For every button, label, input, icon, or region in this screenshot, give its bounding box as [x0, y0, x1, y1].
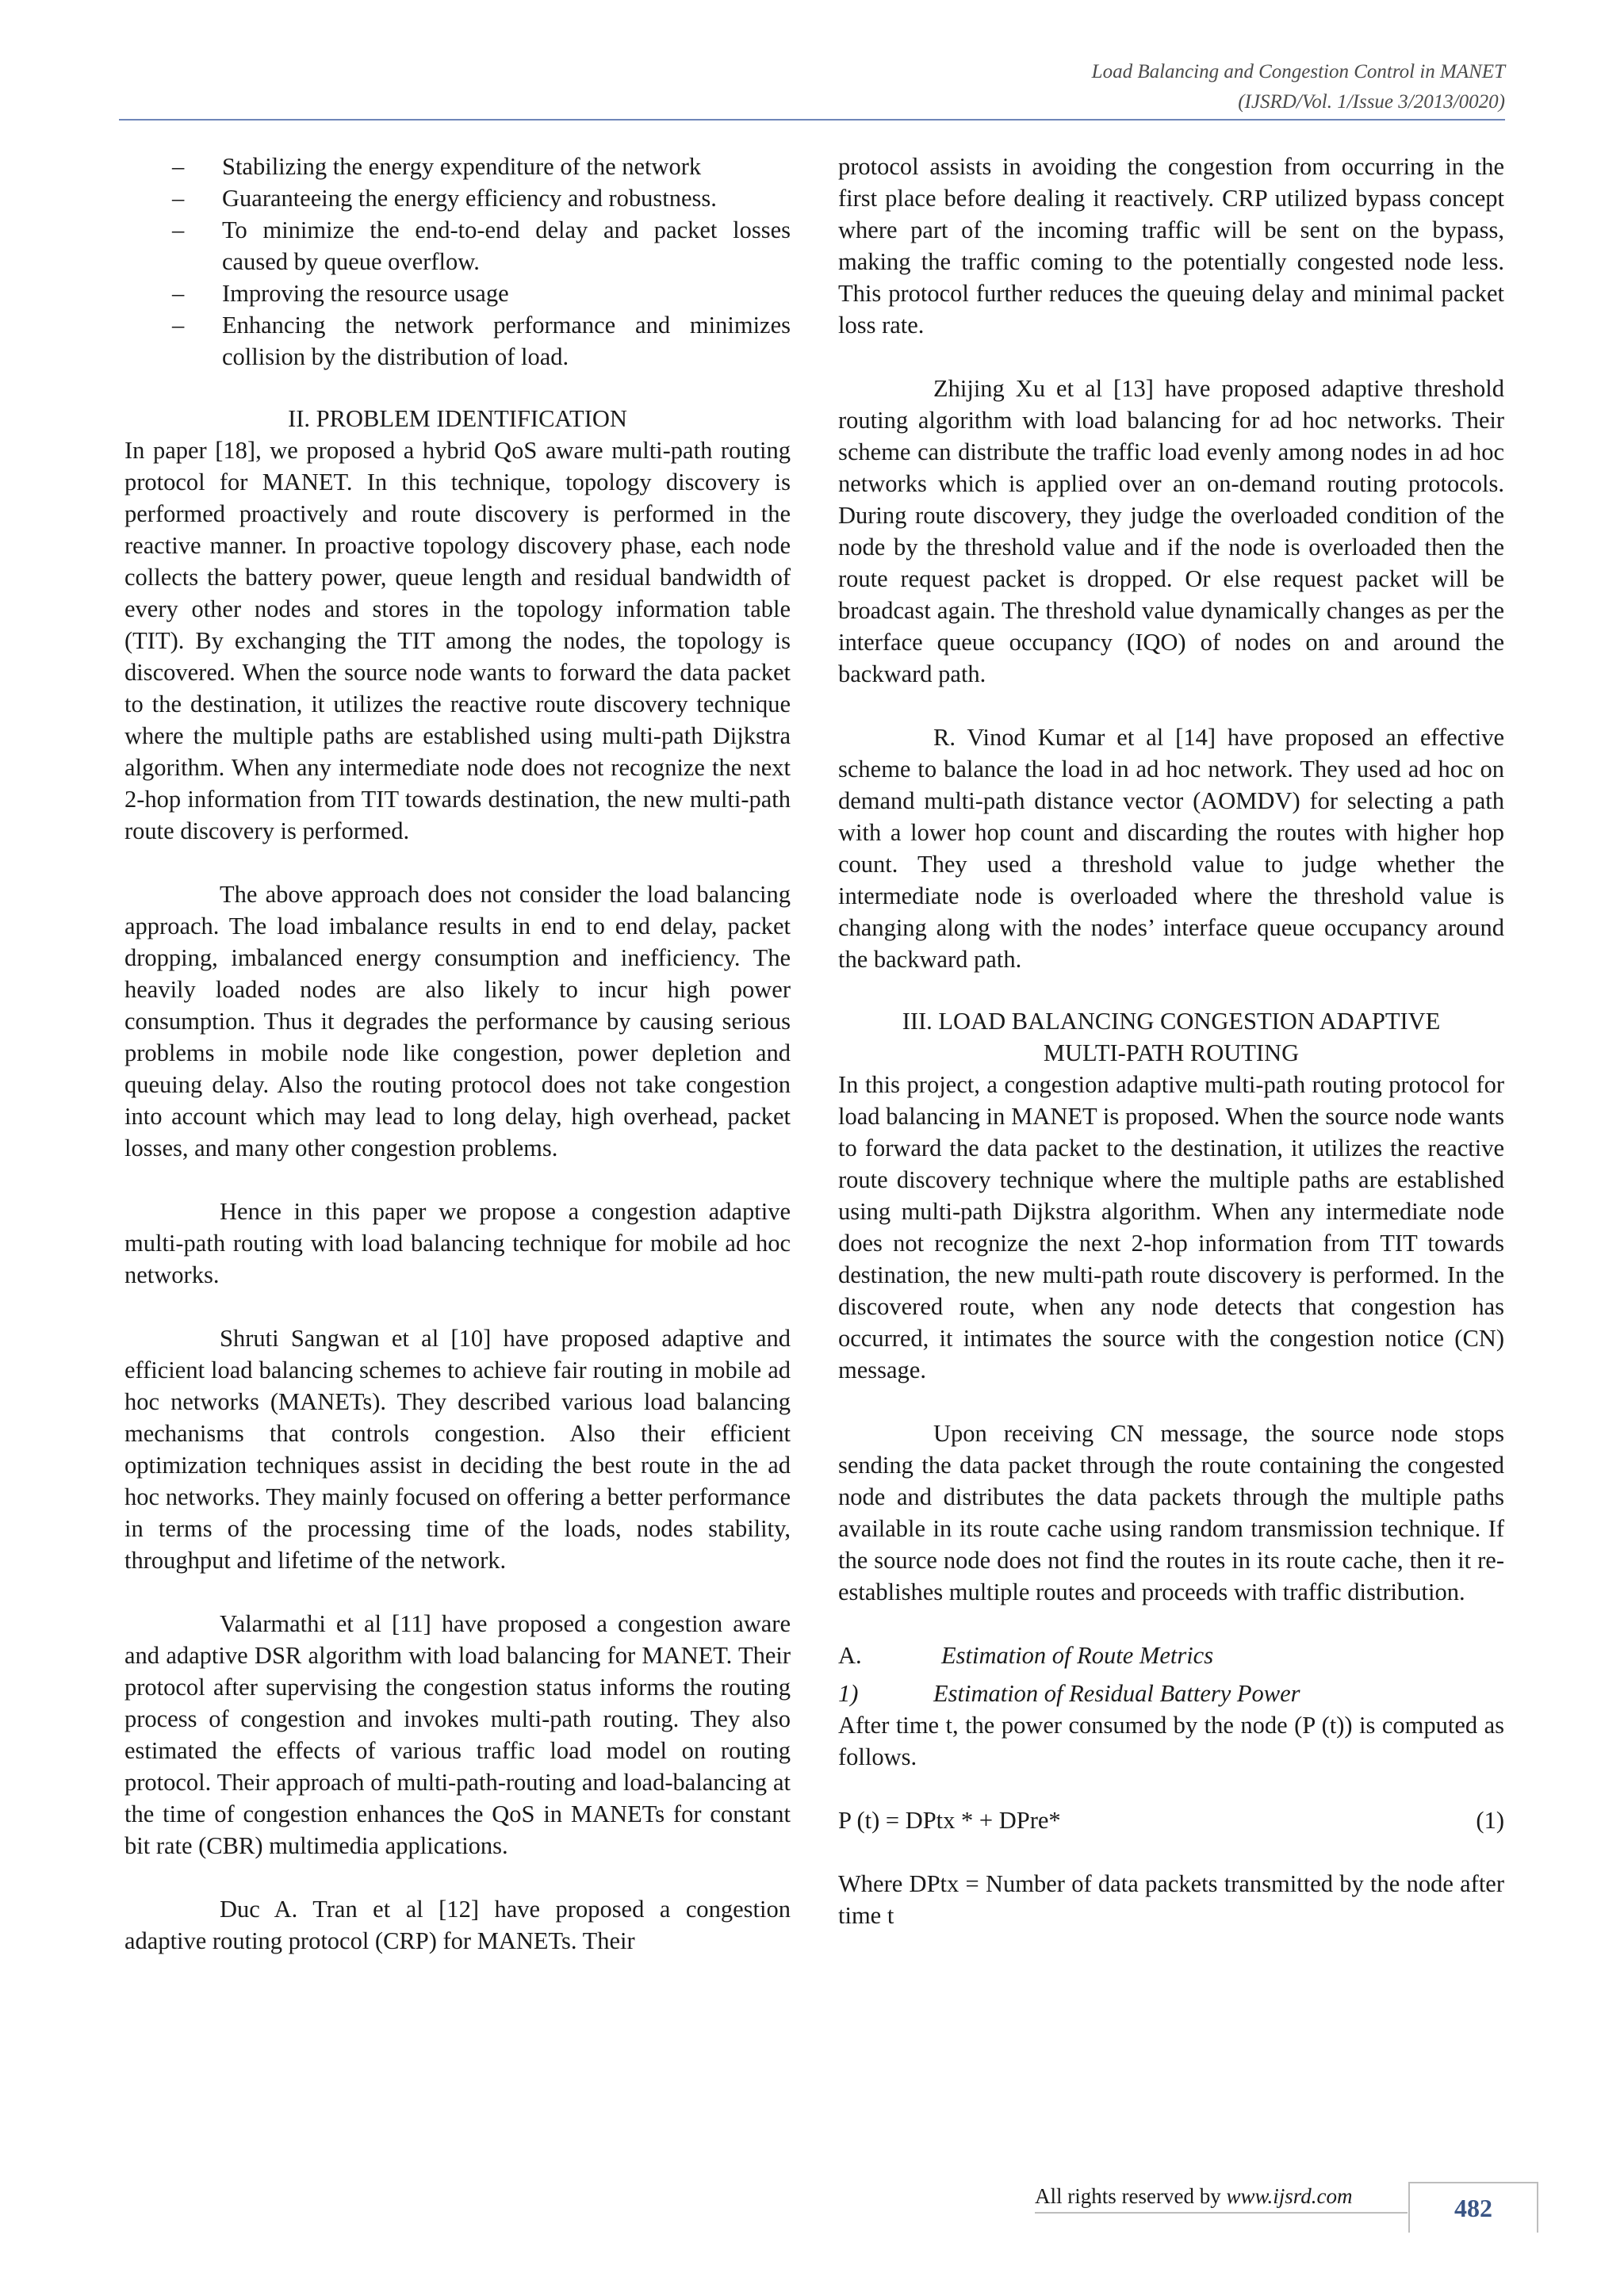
paragraph: R. Vinod Kumar et al [14] have proposed an effective scheme to balance the load in ad hoc network. They used ad hoc on demand multi-path distance vector (AOMDV) for selecting a path with a lower hop count and discarding the routes with higher hop count. They used a threshold value to judge whether the intermediate node is overloaded where the threshold value is changing along with the nodes’ interface queue occupancy around the backward path.: [838, 724, 1504, 973]
list-item: – To minimize the end-to-end delay and packet losses caused by queue overflow.: [172, 216, 791, 275]
journal-citation: (IJSRD/Vol. 1/Issue 3/2013/0020): [1238, 91, 1505, 113]
footer-divider: [1035, 2212, 1408, 2214]
paragraph: Shruti Sangwan et al [10] have proposed adaptive and efficient load balancing schemes to achieve fair routing in mobile ad hoc networks (MANETs). They described various load balancing mechanisms that controls congestion. Also their efficient optimization techniques assist in deciding the best route in the ad hoc networks. They mainly focused on offering a better performance in terms of the processing time of the loads, nodes stability, throughput and lifetime of the network.: [124, 1325, 791, 1574]
section-heading-line: MULTI-PATH ROUTING: [1043, 1039, 1300, 1066]
footer-rights: [1035, 2182, 1352, 2210]
section-heading-problem-identification: II. PROBLEM IDENTIFICATION: [288, 405, 627, 432]
paragraph: After time t, the power consumed by the node (P (t)) is computed as follows.: [838, 1712, 1504, 1770]
paragraph: Duc A. Tran et al [12] have proposed a congestion adaptive routing protocol (CRP) for MANETs. Their: [124, 1896, 791, 1954]
objectives-list: [124, 151, 791, 373]
subsection-number: A.: [838, 1642, 862, 1669]
header-divider: [119, 119, 1505, 121]
subsection-heading-route-metrics: [838, 1640, 1504, 1671]
subsubsection-number: 1): [838, 1680, 859, 1707]
subsection-title: Estimation of Route Metrics: [941, 1642, 1214, 1669]
page-number: 482: [1408, 2182, 1538, 2233]
list-item: – Guaranteeing the energy efficiency and robustness.: [172, 185, 717, 212]
list-item-text: Stabilizing the energy expenditure of the network: [222, 153, 702, 180]
list-item-text: Enhancing the network performance and minimizes collision by the distribution of load.: [222, 312, 791, 370]
paragraph: protocol assists in avoiding the congestion from occurring in the first place before dealing it reactively. CRP utilized bypass concept where part of the incoming traffic will be sent on the bypass, making the traffic coming to the potentially congested node less. This protocol further reduces the queuing delay and minimal packet loss rate.: [838, 153, 1504, 339]
list-item: – Enhancing the network performance and minimizes collision by the distribution of load.: [172, 312, 791, 370]
paragraph: Hence in this paper we propose a congestion adaptive multi-path routing with load balancing technique for mobile ad hoc networks.: [124, 1198, 791, 1288]
list-item: – Improving the resource usage: [172, 280, 509, 307]
paragraph: The above approach does not consider the load balancing approach. The load imbalance results in end to end delay, packet dropping, imbalanced energy consumption and inefficiency. The heavily loaded nodes are also likely to incur high power consumption. Thus it degrades the performance by causing serious problems in mobile node like congestion, power depletion and queuing delay. Also the routing protocol does not take congestion into account which may lead to long delay, high overhead, packet losses, and many other congestion problems.: [124, 881, 791, 1161]
paragraph: Where DPtx = Number of data packets transmitted by the node after time t: [838, 1870, 1504, 1929]
left-column: [124, 151, 791, 1957]
paragraph: Upon receiving CN message, the source node stops sending the data packet through the route containing the congested node and distributes the data packets through the multiple paths available in its route cache using random transmission technique. If the source node does not find the routes in its route cache, then it re-establishes multiple routes and proceeds with traffic distribution.: [838, 1420, 1504, 1605]
subsubsection-heading-battery-power: [838, 1678, 1504, 1709]
paragraph: Zhijing Xu et al [13] have proposed adaptive threshold routing algorithm with load balancing for ad hoc networks. Their scheme can distribute the traffic load evenly among nodes in ad hoc networks which is applied over an on-demand routing protocols. During route discovery, they judge the overloaded condition of the node by the threshold value and if the node is overloaded then the route request packet is dropped. Or else request packet will be broadcast again. The threshold value dynamically changes as per the interface queue occupancy (IQO) of nodes on and around the backward path.: [838, 375, 1504, 687]
subsubsection-title: Estimation of Residual Battery Power: [933, 1680, 1300, 1707]
running-header: [1092, 57, 1505, 117]
paragraph: Valarmathi et al [11] have proposed a congestion aware and adaptive DSR algorithm with load balancing for MANET. Their protocol after supervising the congestion status informs the routing process of congestion and invokes multi-path routing. They also estimated the effects of various traffic load model on routing protocol. Their approach of multi-path-routing and load-balancing at the time of congestion enhances the QoS in MANETs for constant bit rate (CBR) multimedia applications.: [124, 1610, 791, 1859]
list-item-text: Guaranteeing the energy efficiency and robustness.: [222, 185, 717, 212]
section-heading-line: III. LOAD BALANCING CONGESTION ADAPTIVE: [902, 1008, 1441, 1035]
list-item-text: Improving the resource usage: [222, 280, 509, 307]
right-column: [838, 151, 1504, 1931]
list-item: – Stabilizing the energy expenditure of the network: [172, 153, 702, 180]
paragraph: In this project, a congestion adaptive multi-path routing protocol for load balancing in MANET is proposed. When the source node wants to forward the data packet to the destination, it utilizes the reactive route discovery technique where the multiple paths are established using multi-path Dijkstra algorithm. When any intermediate node does not recognize the next 2-hop information from TIT towards destination, the new multi-path route discovery is performed. In the discovered route, when any node detects that congestion has occurred, it intimates the source with the congestion notice (CN) message.: [838, 1071, 1504, 1383]
list-item-text: To minimize the end-to-end delay and packet losses caused by queue overflow.: [222, 216, 791, 275]
equation-body: P (t) = DPtx * + DPre*: [838, 1807, 1061, 1834]
paragraph: In paper [18], we proposed a hybrid QoS aware multi-path routing protocol for MANET. In this technique, topology discovery is performed proactively and route discovery is performed in the reactive manner. In proactive topology discovery phase, each node collects the battery power, queue length and residual bandwidth of every other nodes and stores in the topology information table (TIT). By exchanging the TIT among the nodes, the topology is discovered. When the source node wants to forward the data packet to the destination, it utilizes the reactive route discovery technique where the multiple paths are established using multi-path Dijkstra algorithm. When any intermediate node does not recognize the next 2-hop information from TIT towards destination, the new multi-path route discovery is performed.: [124, 437, 791, 844]
equation-number: (1): [1476, 1807, 1504, 1834]
equation-1: [838, 1804, 1504, 1836]
rights-text: All rights reserved by: [1035, 2184, 1227, 2208]
section-heading-load-balancing: [838, 1005, 1504, 1069]
journal-title: Load Balancing and Congestion Control in MANET: [1091, 61, 1505, 82]
site-link[interactable]: www.ijsrd.com: [1226, 2184, 1353, 2208]
